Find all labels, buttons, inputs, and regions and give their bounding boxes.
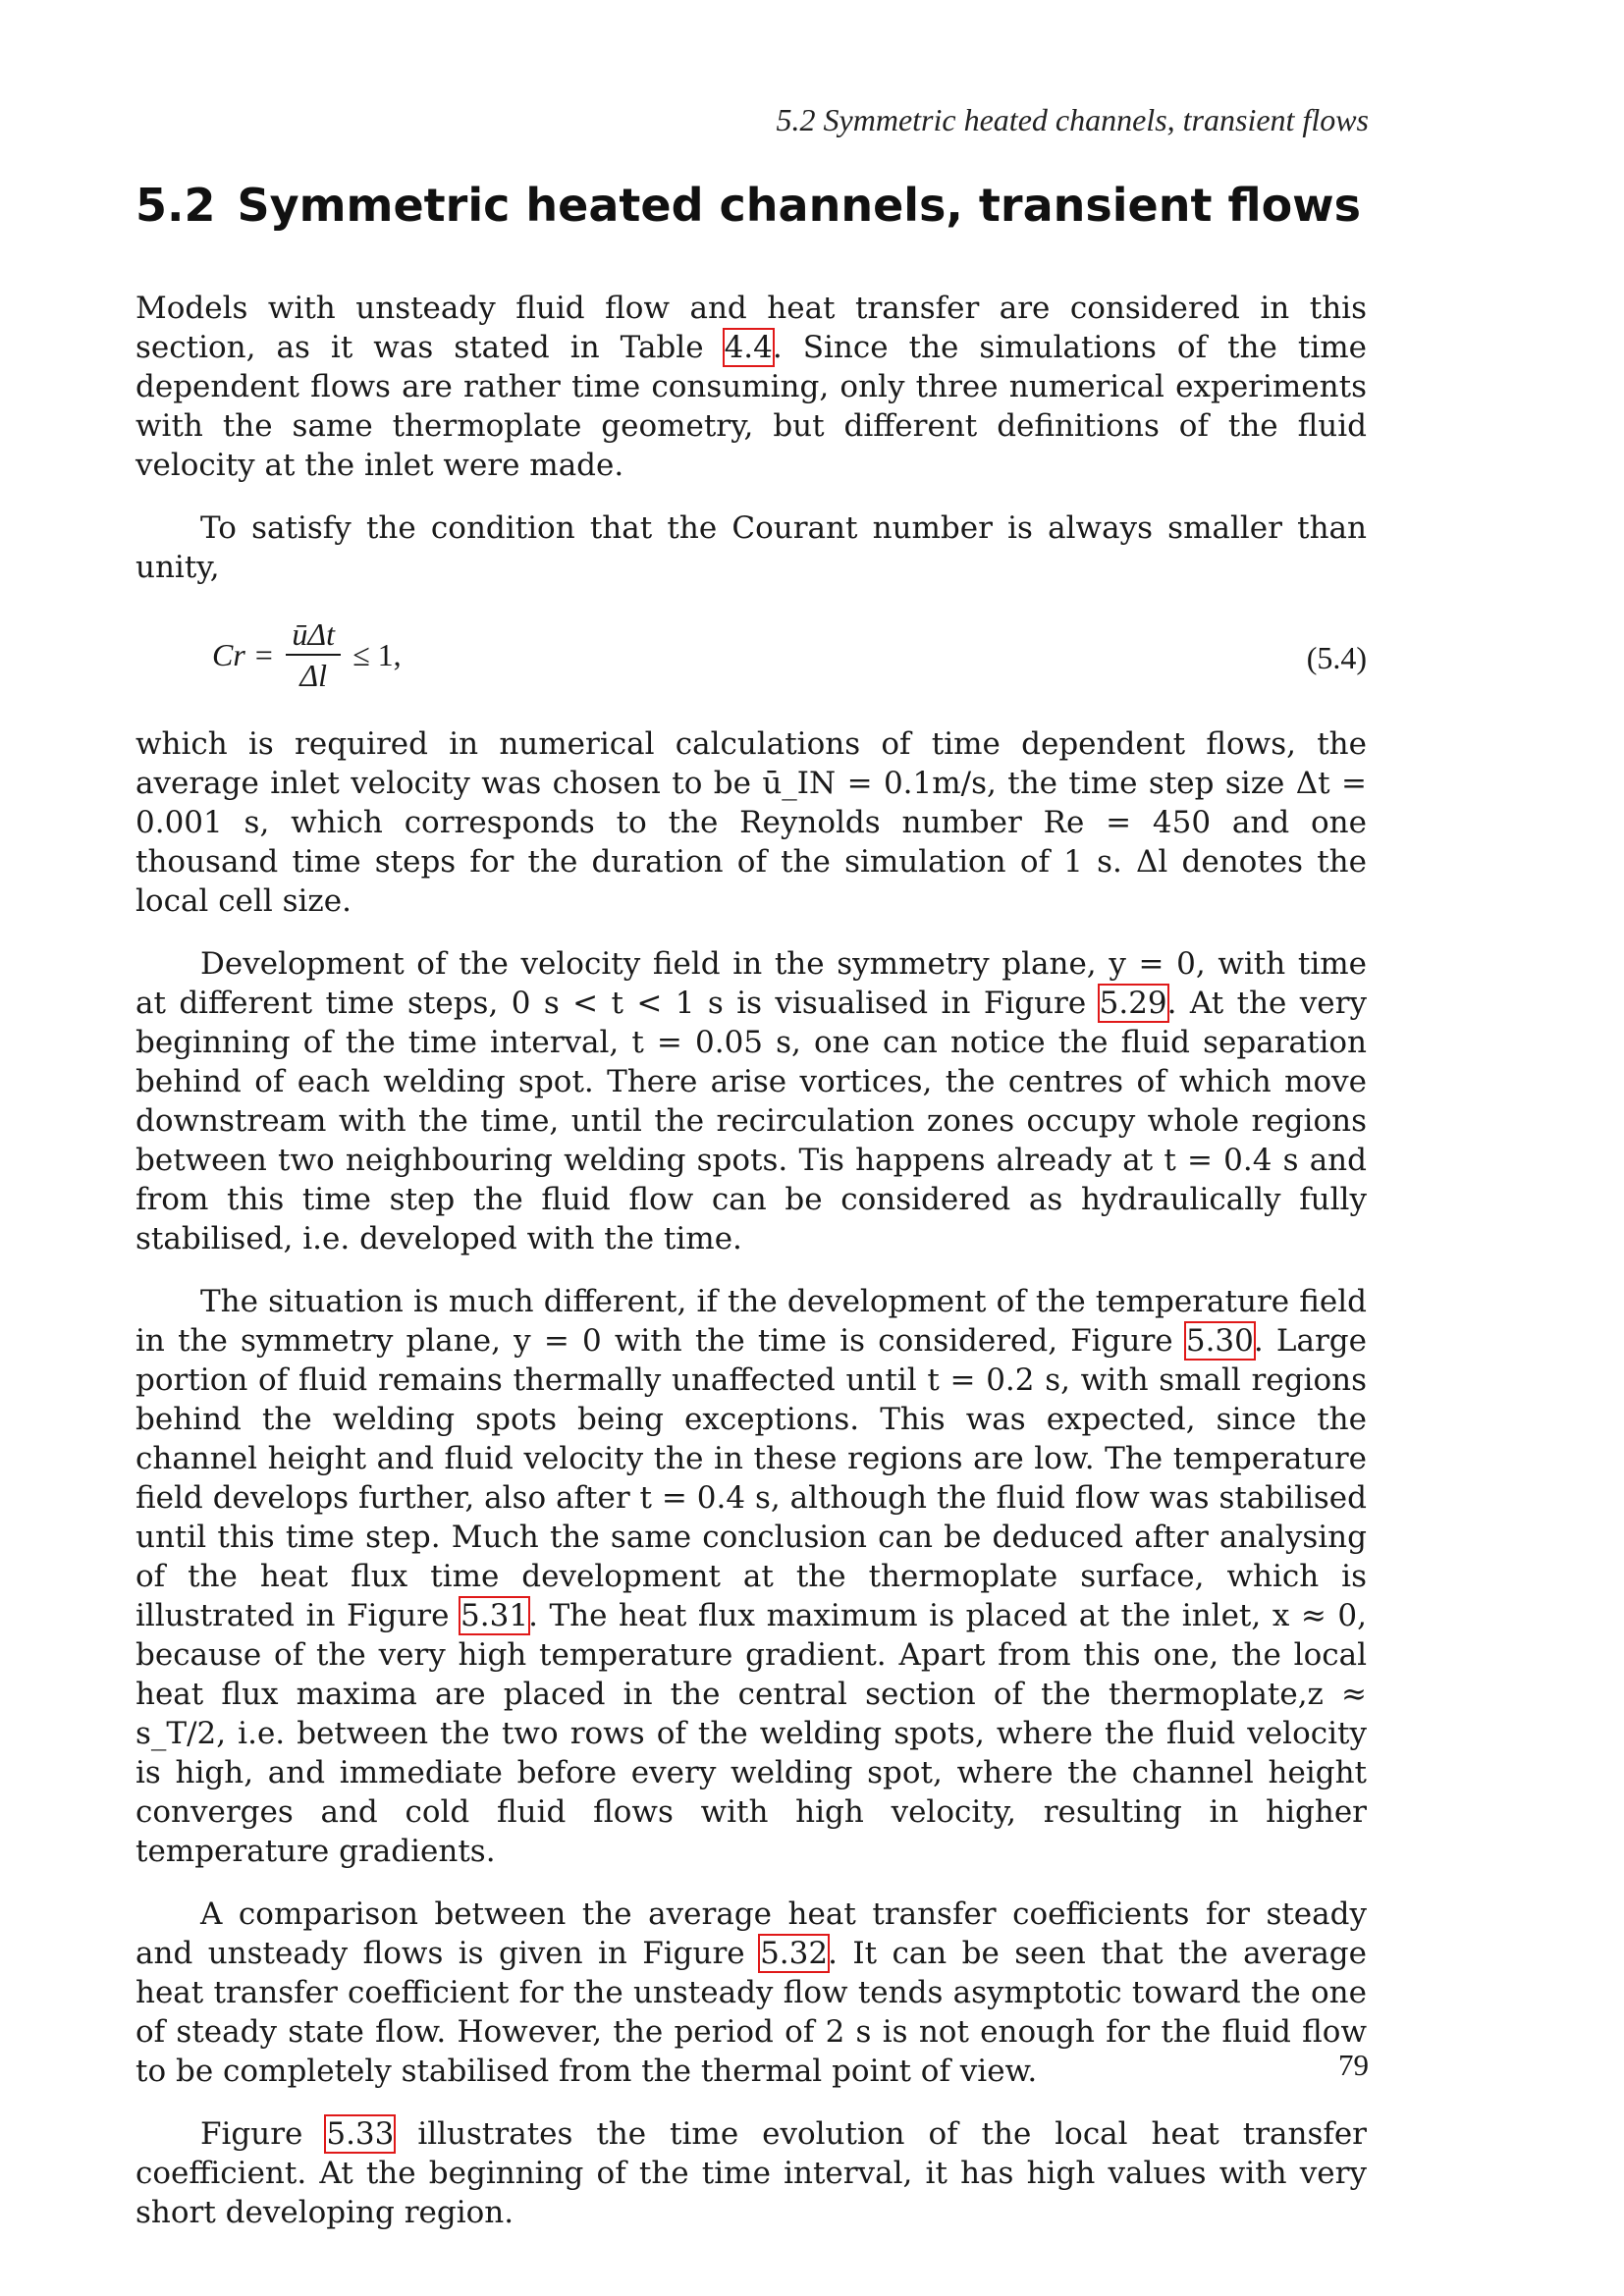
body-text <box>135 289 1367 2256</box>
section-title <box>135 179 1367 232</box>
text-run: . The heat flux maximum is placed at the inlet, x ≈ 0, because of the very high temperature gradient. Apart from this one, the local heat flux maxima are placed in the central section of the thermoplate,z ≈ s_T/2, i.e. between the two rows of the welding spots, where the fluid velocity is high, and immediate before every welding spot, where the channel height converges and cold fluid flows with high velocity, resulting in higher temperature gradients. <box>135 1598 1367 1869</box>
equation-denominator: Δl <box>299 658 328 693</box>
section-number: 5.2 <box>135 179 216 232</box>
figure-ref-link[interactable]: 5.31 <box>460 1598 529 1633</box>
text-run: . Since the simulations of the time dependent flows are rather time consuming, only three numerical experiments with the same thermoplate geometry, but different definitions of the fluid velocity at the inlet were made. <box>135 330 1367 483</box>
text-run: A comparison between the average heat transfer coefficients for steady and unsteady flows is given in Figure <box>135 1896 1367 1971</box>
paragraph-5 <box>135 1282 1367 1871</box>
text-run: . At the very beginning of the time interval, t = 0.05 s, one can notice the fluid separation behind of each welding spot. There arise vortices, the centres of which move downstream with the time, until the recirculation zones occupy whole regions between two neighbouring welding spots. Tis happens already at t = 0.4 s and from this time step the fluid flow can be considered as hydraulically fully stabilised, i.e. developed with the time. <box>135 986 1367 1256</box>
equation-body <box>212 614 402 695</box>
table-ref-link[interactable]: 4.4 <box>724 330 773 365</box>
paragraph-7 <box>135 2114 1367 2232</box>
figure-ref-link[interactable]: 5.30 <box>1185 1323 1254 1359</box>
page-number: 79 <box>1338 2048 1369 2082</box>
figure-ref-link[interactable]: 5.33 <box>326 2116 395 2152</box>
text-run: . Large portion of fluid remains thermally unaffected until t = 0.2 s, with small regions behind the welding spots being exceptions. This was expected, since the channel height and fluid velocity the in these regions are low. The temperature field develops further, also after t = 0.4 s, although the fluid flow was stabilised until this time step. Much the same conclusion can be deduced after analysing of the heat flux time development at the thermoplate surface, which is illustrated in Figure <box>135 1323 1367 1633</box>
equation-numerator: ūΔt <box>292 616 336 652</box>
equation-number: (5.4) <box>1306 640 1367 675</box>
text-run: illustrates the time evolution of the local heat transfer coefficient. At the beginning of the time interval, it has high values with very short developing region. <box>135 2116 1367 2230</box>
figure-ref-link[interactable]: 5.32 <box>760 1936 829 1971</box>
figure-ref-link[interactable]: 5.29 <box>1099 986 1167 1021</box>
equation-5-4 <box>135 611 1367 713</box>
text-run: . It can be seen that the average heat transfer coefficient for the unsteady flow tends asymptotic toward the one of steady state flow. However, the period of 2 s is not enough for the fluid flow to be completely stabilised from the thermal point of view. <box>135 1936 1367 2089</box>
equation-fraction <box>286 614 341 695</box>
paragraph-1 <box>135 289 1367 485</box>
text-run: The situation is much different, if the development of the temperature field in the symmetry plane, y = 0 with the time is considered, Figure <box>135 1284 1367 1359</box>
paragraph-6 <box>135 1895 1367 2091</box>
paragraph-2: To satisfy the condition that the Courant number is always smaller than unity, <box>135 510 1367 585</box>
paragraph-4 <box>135 944 1367 1258</box>
text-run: Development of the velocity field in the symmetry plane, y = 0, with time at different time steps, 0 s < t < 1 s is visualised in Figure <box>135 946 1367 1021</box>
text-run: Models with unsteady fluid flow and heat transfer are considered in this section, as it was stated in Table <box>135 291 1367 365</box>
equation-rhs: ≤ 1, <box>352 636 402 672</box>
equation-lhs: Cr = <box>212 636 275 672</box>
paragraph-3: which is required in numerical calculations of time dependent flows, the average inlet velocity was chosen to be ū_IN = 0.1m/s, the time step size Δt = 0.001 s, which corresponds to the Reynolds number Re = 450 and one thousand time steps for the duration of the simulation of 1 s. Δl denotes the local cell size. <box>135 726 1367 919</box>
running-head: 5.2 Symmetric heated channels, transient flows <box>776 102 1369 137</box>
section-title-text: Symmetric heated channels, transient flows <box>237 179 1362 232</box>
text-run: Figure <box>200 2116 327 2152</box>
